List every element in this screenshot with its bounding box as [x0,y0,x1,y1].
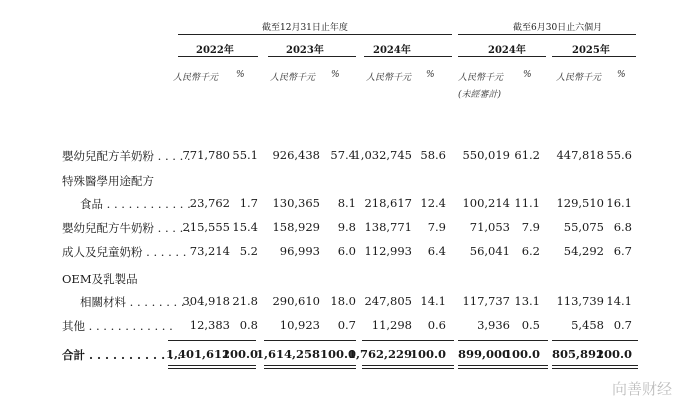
unit-pct: % [523,70,532,80]
percent-cell: 21.8 [232,294,258,308]
amount-cell: 771,780 [182,148,230,162]
percent-cell: 61.2 [514,148,540,162]
total-double-rule [264,365,356,366]
year-2023: 2023年 [286,45,324,56]
percent-cell: 100.0 [409,347,446,361]
row-label: 其他 . . . . . . . . . . . . [62,319,173,333]
percent-cell: 8.1 [337,196,356,210]
total-double-rule [362,365,454,366]
amount-cell: 130,365 [272,196,320,210]
amount-cell: 215,555 [182,220,230,234]
amount-cell: 899,000 [457,347,510,361]
percent-cell: 13.1 [514,294,540,308]
percent-cell: 6.8 [613,220,632,234]
amount-cell: 11,298 [371,318,412,332]
amount-cell: 1,762,229 [347,347,412,361]
total-label: 合計 . . . . . . . . . . . . [62,348,182,362]
total-double-rule [552,365,638,366]
unit-rmb: 人民幣千元 [270,73,316,83]
total-double-rule [168,365,256,366]
percent-cell: 7.9 [521,220,540,234]
year-rule [552,56,636,57]
percent-cell: 14.1 [420,294,446,308]
total-double-rule [362,368,454,369]
percent-cell: 0.6 [427,318,446,332]
percent-cell: 6.0 [337,244,356,258]
year-rule [364,56,452,57]
year-rule [458,56,546,57]
percent-cell: 57.4 [330,148,356,162]
percent-cell: 6.4 [427,244,446,258]
amount-cell: 23,762 [189,196,230,210]
group-header-half-year: 截至6月30日止六個月 [513,23,603,33]
subtotal-rule [458,340,548,341]
total-double-rule [458,368,548,369]
watermark: 向善财经 [612,380,673,398]
percent-cell: 58.6 [420,148,446,162]
amount-cell: 129,510 [556,196,604,210]
percent-cell: 7.9 [427,220,446,234]
amount-cell: 158,929 [272,220,320,234]
percent-cell: 55.1 [232,148,258,162]
row-label: OEM及乳製品 [62,272,138,286]
row-label: 特殊醫學用途配方 [62,174,154,188]
subtotal-rule [552,340,638,341]
amount-cell: 447,818 [556,148,604,162]
subtotal-rule [168,340,256,341]
row-label: 相關材料 . . . . . . . . . [80,295,192,309]
percent-cell: 100.0 [595,347,632,361]
percent-cell: 12.4 [420,196,446,210]
unit-rmb: 人民幣千元 [556,73,602,83]
percent-cell: 6.2 [521,244,540,258]
group-header-fiscal-year: 截至12月31日止年度 [262,23,348,33]
percent-cell: 9.8 [337,220,356,234]
year-2025-h1: 2025年 [572,45,610,56]
amount-cell: 3,936 [477,318,510,332]
year-rule [268,56,356,57]
group-rule-hy [458,34,636,35]
unit-pct: % [236,70,245,80]
row-label: 食品 . . . . . . . . . . . . [80,197,191,211]
percent-cell: 100.0 [319,347,356,361]
row-label: 成人及兒童奶粉 . . . . . . [62,245,187,259]
unit-rmb: 人民幣千元 [458,73,504,83]
unit-pct: % [426,70,435,80]
amount-cell: 54,292 [563,244,604,258]
amount-cell: 71,053 [469,220,510,234]
subtotal-rule [264,340,356,341]
unit-pct: % [331,70,340,80]
row-label: 嬰幼兒配方羊奶粉 . . . . . [62,149,191,163]
amount-cell: 5,458 [571,318,604,332]
amount-cell: 247,805 [364,294,412,308]
row-label: 嬰幼兒配方牛奶粉 . . . . . [62,221,191,235]
amount-cell: 100,214 [462,196,510,210]
amount-cell: 926,438 [272,148,320,162]
percent-cell: 0.8 [239,318,258,332]
percent-cell: 0.7 [613,318,632,332]
amount-cell: 805,892 [551,347,604,361]
percent-cell: 0.5 [521,318,540,332]
percent-cell: 14.1 [606,294,632,308]
amount-cell: 96,993 [279,244,320,258]
total-double-rule [458,365,548,366]
percent-cell: 100.0 [221,347,258,361]
percent-cell: 55.6 [606,148,632,162]
year-2024-h1: 2024年 [488,45,526,56]
percent-cell: 100.0 [503,347,540,361]
amount-cell: 304,918 [182,294,230,308]
amount-cell: 10,923 [279,318,320,332]
percent-cell: 18.0 [330,294,356,308]
year-2024: 2024年 [373,45,411,56]
group-rule-fy [178,34,452,35]
unaudited-note: (未經審計) [458,90,502,100]
amount-cell: 290,610 [272,294,320,308]
percent-cell: 0.7 [337,318,356,332]
year-2022: 2022年 [196,45,234,56]
subtotal-rule [362,340,454,341]
percent-cell: 15.4 [232,220,258,234]
year-rule [178,56,258,57]
amount-cell: 138,771 [364,220,412,234]
amount-cell: 1,401,612 [165,347,230,361]
amount-cell: 73,214 [189,244,230,258]
amount-cell: 550,019 [462,148,510,162]
amount-cell: 1,032,745 [353,148,412,162]
total-double-rule [552,368,638,369]
amount-cell: 1,614,258 [255,347,320,361]
amount-cell: 56,041 [469,244,510,258]
percent-cell: 1.7 [239,196,258,210]
amount-cell: 113,739 [556,294,604,308]
unit-pct: % [617,70,626,80]
amount-cell: 12,383 [189,318,230,332]
percent-cell: 6.7 [613,244,632,258]
amount-cell: 218,617 [364,196,412,210]
amount-cell: 112,993 [364,244,412,258]
percent-cell: 16.1 [606,196,632,210]
total-double-rule [168,368,256,369]
amount-cell: 55,075 [563,220,604,234]
total-double-rule [264,368,356,369]
unit-rmb: 人民幣千元 [366,73,412,83]
percent-cell: 5.2 [239,244,258,258]
percent-cell: 11.1 [514,196,540,210]
unit-rmb: 人民幣千元 [173,73,219,83]
amount-cell: 117,737 [462,294,510,308]
